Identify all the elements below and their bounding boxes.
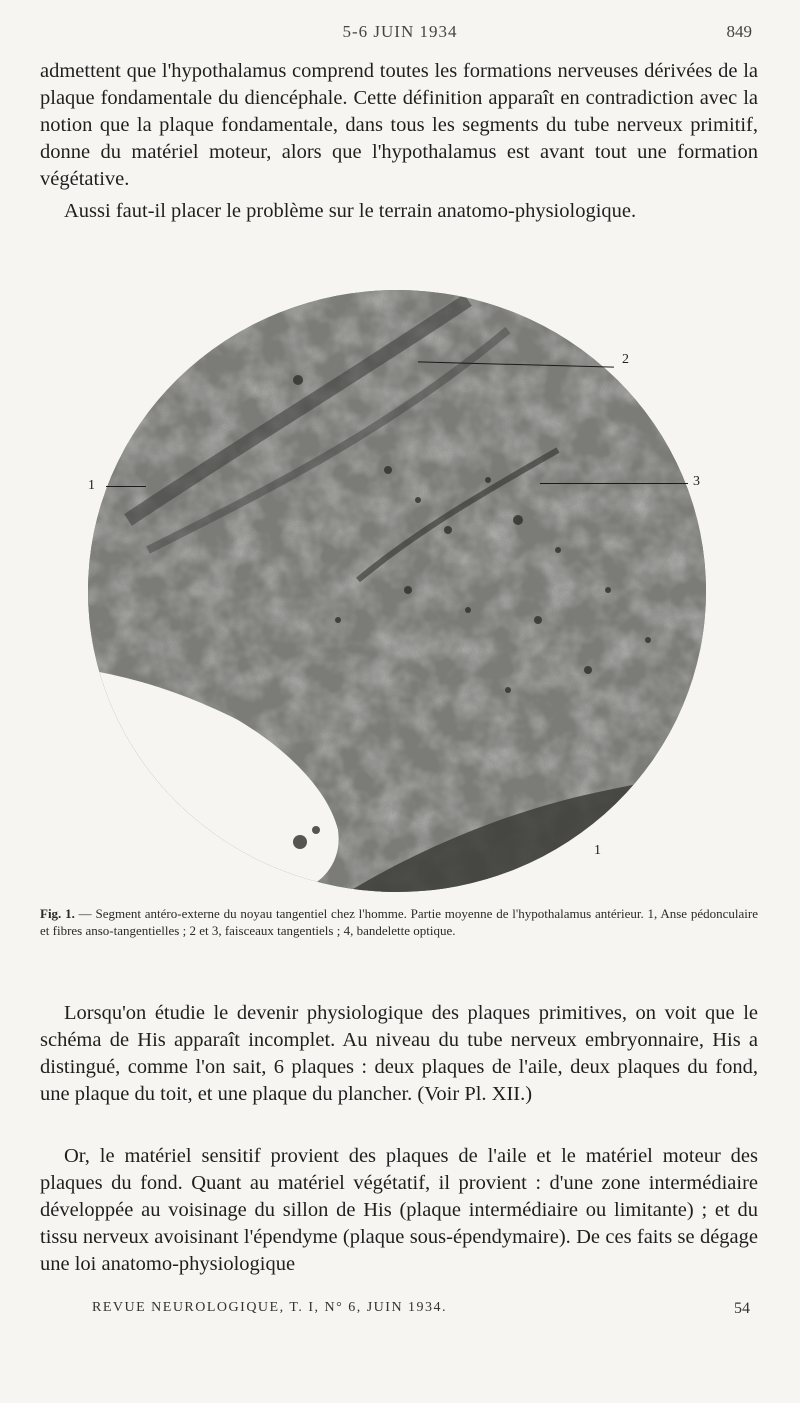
leader-line-3 bbox=[540, 483, 688, 484]
paragraph-4: Or, le matériel sensitif provient des plaques de l'aile et le matériel moteur des plaques du fond. Quant au matériel végétatif, il provient : d'une zone intermédiaire développée au voisinage du sillon de His (plaque intermédiaire ou limitante) ; et du tissu nerveux avoisinant l'épendyme (plaque sous-épendymaire). De ces faits se dégage une loi anatomo-physiologique bbox=[40, 1145, 758, 1275]
journal-reference: REVUE NEUROLOGIQUE, T. I, N° 6, JUIN 1934. bbox=[92, 1300, 448, 1315]
leader-line-1-left bbox=[106, 486, 146, 487]
figure-caption bbox=[40, 905, 758, 939]
caption-label: Fig. 1. bbox=[40, 906, 75, 921]
paragraph-3: Lorsqu'on étudie le devenir physiologique des plaques primitives, on voit que le schéma de His apparaît incomplet. Au niveau du tube nerveux embryonnaire, His a distingué, comme l'on sait, 6 plaques : deux plaques de l'aile, deux plaques du fond, une plaque du toit, et une plaque du plancher. (Voir Pl. XII.) bbox=[40, 1002, 758, 1105]
label-1-bottom: 1 bbox=[594, 843, 601, 858]
page-number: 849 bbox=[726, 22, 752, 41]
running-header bbox=[0, 22, 800, 46]
micrograph-image bbox=[88, 290, 706, 892]
paragraph-2: Aussi faut-il placer le problème sur le terrain anatomo-physiologique. bbox=[64, 200, 637, 222]
caption-text: — Segment antéro-externe du noyau tangentiel chez l'homme. Partie moyenne de l'hypothalamus antérieur. 1, Anse pédonculaire et fibres anso-tangentielles ; 2 et 3, faisceaux tangentiels ; 4, bandelette optique. bbox=[40, 906, 758, 938]
page-footer bbox=[0, 1300, 800, 1324]
header-date: 5-6 JUIN 1934 bbox=[342, 22, 458, 41]
sheet-number: 54 bbox=[734, 1300, 750, 1317]
paragraph-1: admettent que l'hypothalamus comprend toutes les formations nerveuses dérivées de la plaque fondamentale du diencéphale. Cette définition apparaît en contradiction avec la notion que la plaque fondamentale, dans tous les segments du tube nerveux primitif, donne du matériel moteur, alors que l'hypothalamus est avant tout une formation végétative. bbox=[40, 60, 758, 190]
label-3: 3 bbox=[693, 474, 700, 489]
label-2: 2 bbox=[622, 352, 629, 367]
figure bbox=[0, 290, 800, 900]
label-1-left: 1 bbox=[88, 478, 95, 493]
micrograph-svg bbox=[88, 290, 706, 892]
